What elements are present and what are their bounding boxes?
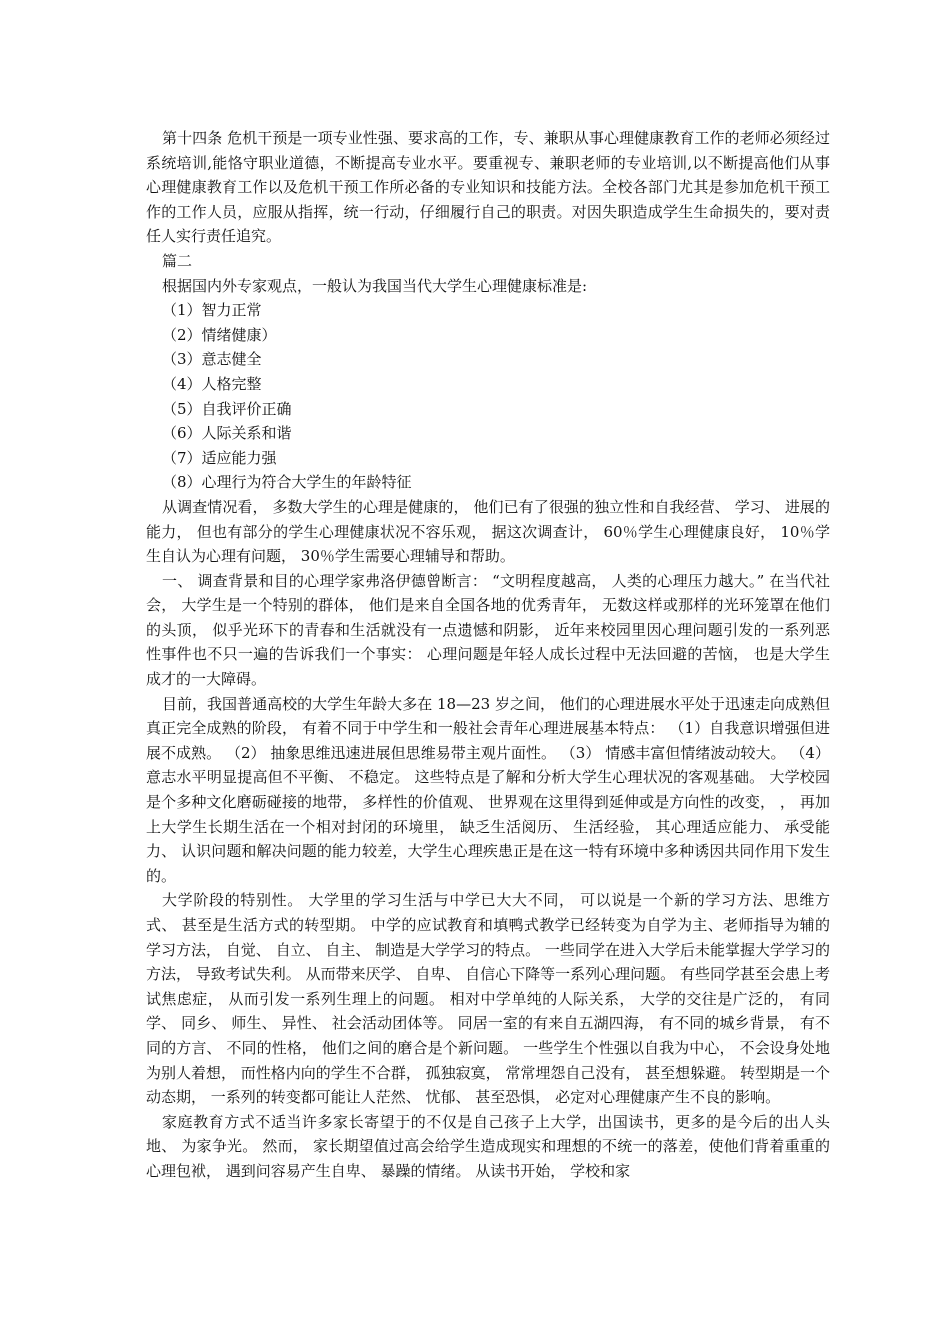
list-item: （7）适应能力强	[162, 448, 277, 467]
paragraph-family-education: 家庭教育方式不适当许多家长寄望于的不仅是自己孩子上大学，出国读书，更多的是今后的出人头地、 为家争光。 然而， 家长期望值过高会给学生造成现实和理想的不统一的落差，使他们背着重重的心理包袱， 遇到问容易产生自卑、 暴躁的情绪。 从读书开始， 学校和家	[146, 1112, 830, 1180]
standards-list	[146, 298, 830, 495]
paragraph-article-14: 第十四条 危机干预是一项专业性强、要求高的工作，专、兼职从事心理健康教育工作的老师必须经过系统培训,能恪守职业道德，不断提高专业水平。要重视专、兼职老师的专业培训,以不断提高他们从事心理健康教育工作以及危机干预工作所必备的专业知识和技能方法。全校各部门尤其是参加危机干预工作的工作人员，应服从指挥，统一行动，仔细履行自己的职责。对因失职造成学生生命损失的，要对责任人实行责任追究。	[146, 129, 830, 246]
list-item: （4）人格完整	[162, 374, 262, 393]
document-page	[146, 126, 830, 1184]
paragraph-standards-intro: 根据国内外专家观点，一般认为我国当代大学生心理健康标准是:	[162, 276, 588, 295]
paragraph-university-stage: 大学阶段的特别性。 大学里的学习生活与中学已大大不同， 可以说是一个新的学习方法、思维方式、 甚至是生活方式的转型期。 中学的应试教育和填鸭式教学已经转变为自学为主、老师指导为辅的学习方法， 自觉、 自立、 自主、 制造是大学学习的特点。 一些同学在进入大学后未能掌握大学学习的方法， 导致考试失利。 从而带来厌学、 自卑、 自信心下降等一系列心理问题。 有些同学甚至会患上考试焦虑症， 从而引发一系列生理上的问题。 相对中学单纯的人际关系， 大学的交往是广泛的， 有同学、 同乡、 师生、 异性、 社会活动团体等。 同居一室的有来自五湖四海， 有不同的城乡背景， 有不同的方言、 不同的性格， 他们之间的磨合是个新问题。 一些学生个性强以自我为中心， 不会设身处地为别人着想， 而性格内向的学生不合群， 孤独寂寞， 常常埋怨自己没有， 甚至想躲避。 转型期是一个动态期， 一系列的转变都可能让人茫然、 忧郁、 甚至恐惧， 必定对心理健康产生不良的影响。	[146, 891, 830, 1107]
list-item: （6）人际关系和谐	[162, 424, 292, 443]
list-item: （8）心理行为符合大学生的年龄特征	[162, 473, 412, 492]
paragraph-background: 一、 调查背景和目的心理学家弗洛伊德曾断言： “文明程度越高， 人类的心理压力越大。” 在当代社会， 大学生是一个特别的群体， 他们是来自全国各地的优秀青年， 无数这样或那样的光环笼罩在他们的头顶， 似乎光环下的青春和生活就没有一点遗憾和阴影， 近年来校园里因心理问题引发的一系列恶性事件也不只一遍的告诉我们一个事实： 心理问题是年轻人成长过程中无法回避的苦恼， 也是大学生成才的一大障碍。	[146, 571, 830, 689]
list-item: （5）自我评价正确	[162, 399, 292, 418]
list-item: （1）智力正常	[162, 301, 262, 320]
paragraph-age-characteristics: 目前，我国普通高校的大学生年龄大多在 18—23 岁之间， 他们的心理进展水平处于迅速走向成熟但真正完全成熟的阶段， 有着不同于中学生和一般社会青年心理进展基本特点： （1）自我意识增强但进展不成熟。 （2） 抽象思维迅速进展但思维易带主观片面性。 （3） 情感丰富但情绪波动较大。 （4） 意志水平明显提高但不平衡、 不稳定。 这些特点是了解和分析大学生心理状况的客观基础。 大学校园是个多种文化磨砺碰接的地带， 多样性的价值观、 世界观在这里得到延伸或是方向性的改变， ， 再加上大学生长期生活在一个相对封闭的环境里， 缺乏生活阅历、 生活经验， 其心理适应能力、 承受能力、 认识问题和解决问题的能力较差，大学生心理疾患正是在这一特有环境中多种诱因共同作用下发生的。	[146, 694, 830, 885]
list-item: （3）意志健全	[162, 350, 262, 369]
section-title: 篇二	[162, 251, 193, 270]
paragraph-survey-results: 从调查情况看， 多数大学生的心理是健康的， 他们已有了很强的独立性和自我经营、 学习、 进展的能力， 但也有部分的学生心理健康状况不容乐观， 据这次调查计， 60％学生心理健康良好， 10％学生自认为心理有问题， 30％学生需要心理辅导和帮助。	[146, 497, 830, 566]
list-item: （2）情绪健康）	[162, 325, 277, 344]
